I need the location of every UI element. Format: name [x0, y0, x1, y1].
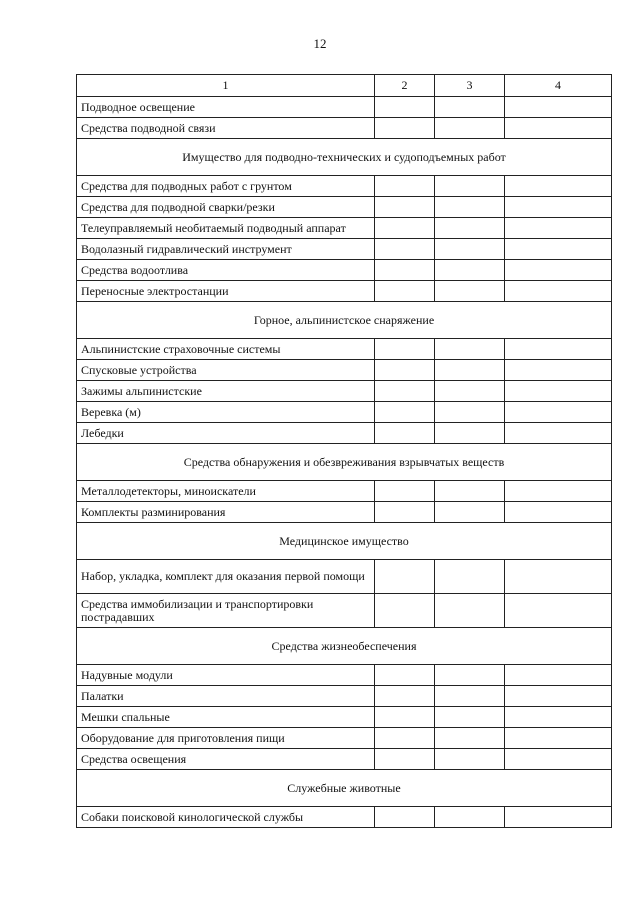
empty-cell-col-4 — [505, 360, 612, 381]
empty-cell-col-3 — [435, 197, 505, 218]
empty-cell-col-4 — [505, 176, 612, 197]
empty-cell-col-3 — [435, 686, 505, 707]
column-header-1: 1 — [77, 75, 375, 97]
item-name-cell: Веревка (м) — [77, 402, 375, 423]
empty-cell-col-2 — [375, 97, 435, 118]
table-row — [77, 339, 612, 360]
empty-cell-col-3 — [435, 481, 505, 502]
empty-cell-col-2 — [375, 728, 435, 749]
column-header-row — [77, 75, 612, 97]
empty-cell-col-4 — [505, 423, 612, 444]
table-row — [77, 118, 612, 139]
empty-cell-col-3 — [435, 423, 505, 444]
table-row — [77, 728, 612, 749]
empty-cell-col-4 — [505, 381, 612, 402]
empty-cell-col-4 — [505, 665, 612, 686]
section-header-row — [77, 302, 612, 339]
item-name-cell: Альпинистские страховочные системы — [77, 339, 375, 360]
item-name-cell: Мешки спальные — [77, 707, 375, 728]
empty-cell-col-3 — [435, 560, 505, 594]
item-name-cell: Водолазный гидравлический инструмент — [77, 239, 375, 260]
empty-cell-col-4 — [505, 686, 612, 707]
empty-cell-col-4 — [505, 728, 612, 749]
column-header-3: 3 — [435, 75, 505, 97]
section-header-row — [77, 770, 612, 807]
table-row — [77, 423, 612, 444]
empty-cell-col-2 — [375, 360, 435, 381]
empty-cell-col-2 — [375, 281, 435, 302]
empty-cell-col-4 — [505, 560, 612, 594]
section-header-row — [77, 523, 612, 560]
empty-cell-col-4 — [505, 339, 612, 360]
table-body — [77, 97, 612, 828]
empty-cell-col-3 — [435, 260, 505, 281]
section-title: Горное, альпинистское снаряжение — [77, 302, 612, 339]
empty-cell-col-2 — [375, 176, 435, 197]
equipment-table — [76, 74, 612, 828]
table-row — [77, 197, 612, 218]
page-number: 12 — [313, 36, 327, 51]
empty-cell-col-4 — [505, 239, 612, 260]
table-row — [77, 749, 612, 770]
item-name-cell: Телеуправляемый необитаемый подводный аппарат — [77, 218, 375, 239]
item-name-cell: Комплекты разминирования — [77, 502, 375, 523]
empty-cell-col-2 — [375, 481, 435, 502]
empty-cell-col-2 — [375, 339, 435, 360]
empty-cell-col-4 — [505, 281, 612, 302]
table-row — [77, 707, 612, 728]
item-name-cell: Средства подводной связи — [77, 118, 375, 139]
empty-cell-col-4 — [505, 481, 612, 502]
item-name-cell: Средства для подводной сварки/резки — [77, 197, 375, 218]
empty-cell-col-3 — [435, 239, 505, 260]
section-header-row — [77, 139, 612, 176]
empty-cell-col-4 — [505, 502, 612, 523]
empty-cell-col-2 — [375, 197, 435, 218]
section-title: Средства жизнеобеспечения — [77, 628, 612, 665]
table-row — [77, 281, 612, 302]
empty-cell-col-3 — [435, 402, 505, 423]
empty-cell-col-4 — [505, 749, 612, 770]
empty-cell-col-4 — [505, 807, 612, 828]
empty-cell-col-2 — [375, 502, 435, 523]
empty-cell-col-3 — [435, 707, 505, 728]
empty-cell-col-2 — [375, 260, 435, 281]
column-header-2: 2 — [375, 75, 435, 97]
item-name-cell: Надувные модули — [77, 665, 375, 686]
empty-cell-col-4 — [505, 97, 612, 118]
empty-cell-col-4 — [505, 218, 612, 239]
item-name-cell: Лебедки — [77, 423, 375, 444]
empty-cell-col-4 — [505, 594, 612, 628]
empty-cell-col-2 — [375, 665, 435, 686]
table-row — [77, 481, 612, 502]
empty-cell-col-2 — [375, 807, 435, 828]
table-row — [77, 665, 612, 686]
section-header-row — [77, 444, 612, 481]
item-name-cell: Металлодетекторы, миноискатели — [77, 481, 375, 502]
table-row — [77, 381, 612, 402]
empty-cell-col-2 — [375, 686, 435, 707]
empty-cell-col-2 — [375, 239, 435, 260]
empty-cell-col-3 — [435, 360, 505, 381]
section-header-row — [77, 628, 612, 665]
empty-cell-col-2 — [375, 560, 435, 594]
empty-cell-col-3 — [435, 97, 505, 118]
table-row — [77, 502, 612, 523]
item-name-cell: Оборудование для приготовления пищи — [77, 728, 375, 749]
empty-cell-col-3 — [435, 381, 505, 402]
item-name-cell: Спусковые устройства — [77, 360, 375, 381]
empty-cell-col-3 — [435, 728, 505, 749]
empty-cell-col-3 — [435, 502, 505, 523]
empty-cell-col-3 — [435, 807, 505, 828]
empty-cell-col-2 — [375, 381, 435, 402]
empty-cell-col-4 — [505, 707, 612, 728]
section-title: Медицинское имущество — [77, 523, 612, 560]
empty-cell-col-4 — [505, 118, 612, 139]
empty-cell-col-2 — [375, 218, 435, 239]
empty-cell-col-2 — [375, 402, 435, 423]
section-title: Служебные животные — [77, 770, 612, 807]
table-row — [77, 97, 612, 118]
section-title: Имущество для подводно-технических и судоподъемных работ — [77, 139, 612, 176]
item-name-cell: Зажимы альпинистские — [77, 381, 375, 402]
table-row — [77, 239, 612, 260]
item-name-cell: Средства для подводных работ с грунтом — [77, 176, 375, 197]
empty-cell-col-3 — [435, 118, 505, 139]
table-row — [77, 176, 612, 197]
empty-cell-col-3 — [435, 176, 505, 197]
empty-cell-col-2 — [375, 707, 435, 728]
empty-cell-col-4 — [505, 402, 612, 423]
table-row — [77, 807, 612, 828]
column-header-4: 4 — [505, 75, 612, 97]
empty-cell-col-3 — [435, 594, 505, 628]
table-row — [77, 686, 612, 707]
table-row — [77, 218, 612, 239]
empty-cell-col-2 — [375, 749, 435, 770]
empty-cell-col-2 — [375, 423, 435, 444]
table-row — [77, 260, 612, 281]
item-name-cell: Палатки — [77, 686, 375, 707]
empty-cell-col-3 — [435, 218, 505, 239]
empty-cell-col-2 — [375, 594, 435, 628]
empty-cell-col-3 — [435, 665, 505, 686]
item-name-cell: Средства освещения — [77, 749, 375, 770]
table-row — [77, 402, 612, 423]
item-name-cell: Собаки поисковой кинологической службы — [77, 807, 375, 828]
table-row — [77, 594, 612, 628]
empty-cell-col-4 — [505, 260, 612, 281]
item-name-cell: Переносные электростанции — [77, 281, 375, 302]
item-name-cell: Средства водоотлива — [77, 260, 375, 281]
table-row — [77, 560, 612, 594]
item-name-cell: Подводное освещение — [77, 97, 375, 118]
empty-cell-col-3 — [435, 281, 505, 302]
item-name-cell: Средства иммобилизации и транспортировки пострадавших — [77, 594, 375, 628]
empty-cell-col-2 — [375, 118, 435, 139]
empty-cell-col-3 — [435, 749, 505, 770]
section-title: Средства обнаружения и обезвреживания взрывчатых веществ — [77, 444, 612, 481]
empty-cell-col-3 — [435, 339, 505, 360]
empty-cell-col-4 — [505, 197, 612, 218]
item-name-cell: Набор, укладка, комплект для оказания первой помощи — [77, 560, 375, 594]
table-row — [77, 360, 612, 381]
